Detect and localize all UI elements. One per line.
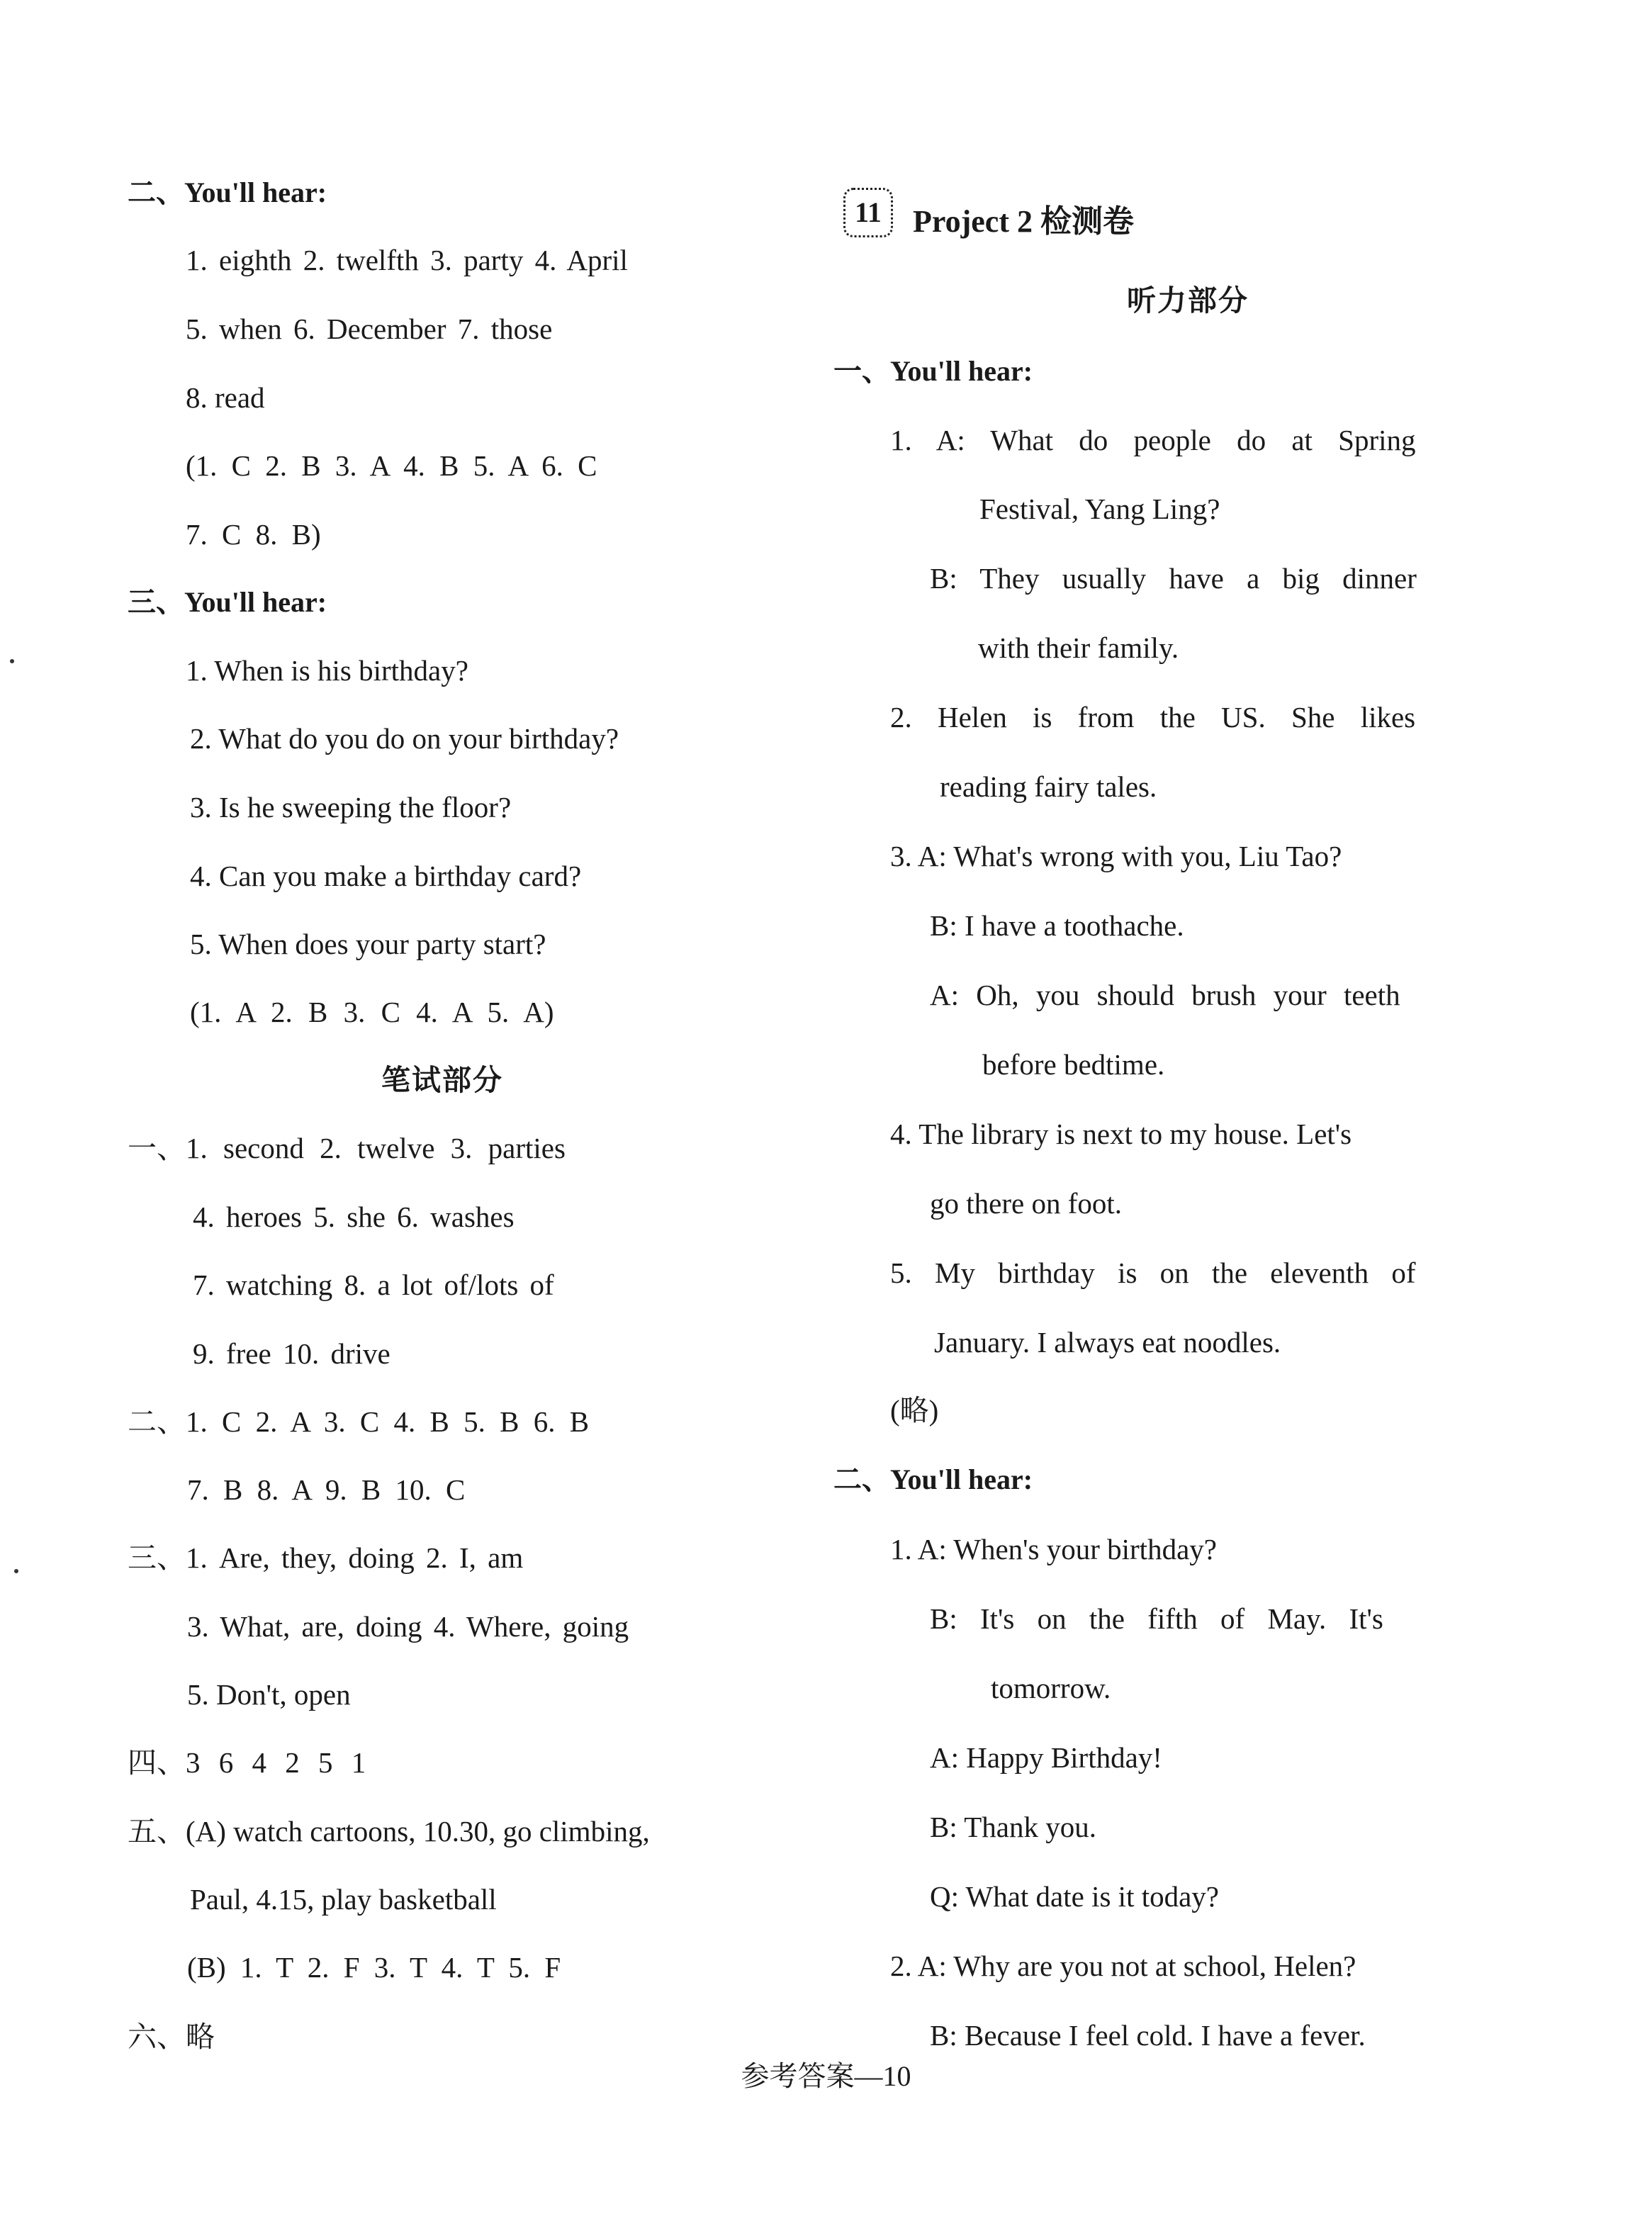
answer-line: 2. Helen is from the US. She likes	[890, 701, 1416, 733]
answer-line: before bedtime.	[982, 1048, 1165, 1081]
answer-line: 4. The library is next to my house. Let's	[890, 1118, 1352, 1150]
answer-line: Festival, Yang Ling?	[979, 493, 1220, 525]
answer-line: 5. Don't, open	[187, 1678, 351, 1711]
answer-line: (1. A 2. B 3. C 4. A 5. A)	[190, 996, 554, 1028]
answer-line: tomorrow.	[991, 1672, 1111, 1704]
answer-line: reading fairy tales.	[940, 770, 1157, 803]
answer-line: go there on foot.	[930, 1187, 1122, 1220]
answer-line: 4. Can you make a birthday card?	[190, 860, 582, 892]
answer-line: with their family.	[978, 631, 1179, 664]
section-title-listening: 听力部分	[1127, 284, 1249, 317]
answer-line: 2. What do you do on your birthday?	[190, 722, 619, 755]
answer-line: B: It's on the fifth of May. It's	[930, 1602, 1383, 1635]
answer-line: (略)	[890, 1394, 939, 1427]
answer-line: 1. When is his birthday?	[186, 654, 468, 687]
answer-line: B: I have a toothache.	[930, 909, 1184, 942]
answer-line: A: Happy Birthday!	[930, 1741, 1162, 1774]
answer-line: 5. My birthday is on the eleventh of	[890, 1256, 1416, 1289]
section-heading: 一、You'll hear:	[833, 355, 1033, 387]
answer-line: 四、3 6 4 2 5 1	[128, 1746, 366, 1779]
test-title: Project 2 检测卷	[913, 204, 1134, 239]
section-heading: 二、You'll hear:	[833, 1463, 1033, 1495]
margin-speck	[10, 659, 14, 663]
answer-line: 三、1. Are, they, doing 2. I, am	[128, 1541, 524, 1574]
answer-line: 3. What, are, doing 4. Where, going	[187, 1610, 629, 1643]
answer-line: 1. A: When's your birthday?	[890, 1533, 1217, 1565]
answer-line: 五、(A) watch cartoons, 10.30, go climbing,	[128, 1815, 650, 1848]
answer-line: 7. B 8. A 9. B 10. C	[187, 1473, 466, 1506]
answer-line: 5. When does your party start?	[190, 928, 546, 960]
page-footer: 参考答案—10	[741, 2060, 911, 2092]
answer-line: January. I always eat noodles.	[934, 1326, 1281, 1359]
answer-line: 2. A: Why are you not at school, Helen?	[890, 1950, 1356, 1982]
answer-line: B: Thank you.	[930, 1811, 1096, 1843]
answer-line: 二、1. C 2. A 3. C 4. B 5. B 6. B	[128, 1405, 590, 1438]
answer-line: B: Because I feel cold. I have a fever.	[930, 2019, 1366, 2052]
answer-line: A: Oh, you should brush your teeth	[930, 979, 1400, 1011]
answer-line: 3. A: What's wrong with you, Liu Tao?	[890, 840, 1342, 872]
test-number-badge: 11	[843, 188, 893, 237]
answer-line: 4. heroes 5. she 6. washes	[193, 1201, 515, 1233]
answer-line: 一、1. second 2. twelve 3. parties	[128, 1132, 566, 1164]
answer-line: 1. A: What do people do at Spring	[890, 424, 1416, 456]
answer-line: 8. read	[186, 381, 265, 414]
answer-line: 9. free 10. drive	[193, 1337, 390, 1370]
answer-line: 3. Is he sweeping the floor?	[190, 791, 512, 823]
answer-line: (B) 1. T 2. F 3. T 4. T 5. F	[187, 1951, 561, 1984]
answer-line: 六、略	[128, 2020, 215, 2053]
answer-line: 7. C 8. B)	[186, 518, 321, 551]
section-heading: 三、You'll hear:	[128, 586, 327, 618]
answer-line: (1. C 2. B 3. A 4. B 5. A 6. C	[186, 449, 597, 482]
section-heading: 二、You'll hear:	[128, 176, 327, 208]
section-title-written: 笔试部分	[381, 1064, 503, 1096]
answer-line: Paul, 4.15, play basketball	[190, 1883, 497, 1916]
answer-line: 5. when 6. December 7. those	[186, 313, 553, 345]
answer-line: 1. eighth 2. twelfth 3. party 4. April	[186, 244, 628, 276]
answer-line: 7. watching 8. a lot of/lots of	[193, 1269, 554, 1301]
answer-line: B: They usually have a big dinner	[930, 562, 1417, 595]
margin-speck	[14, 1569, 18, 1573]
answer-line: Q: What date is it today?	[930, 1880, 1219, 1913]
